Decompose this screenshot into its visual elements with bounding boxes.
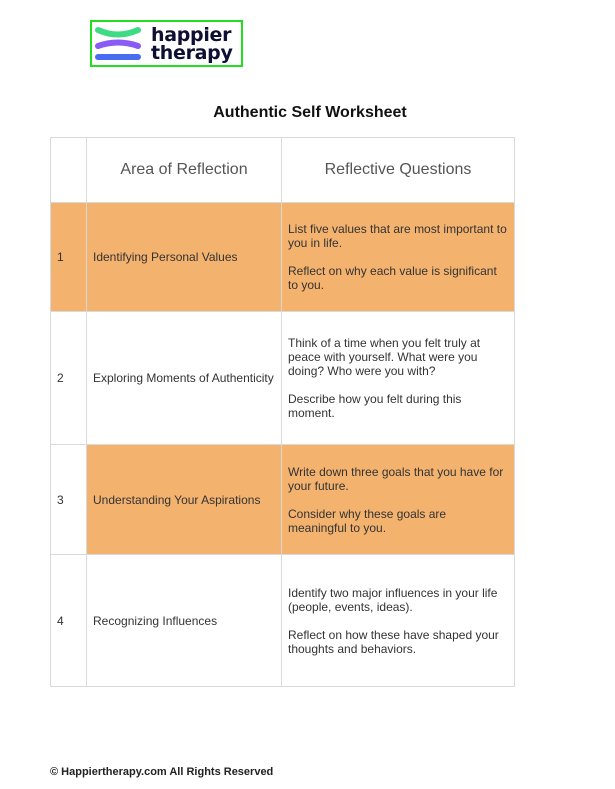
- row-area: Identifying Personal Values: [87, 203, 282, 312]
- header-reflective-questions: Reflective Questions: [282, 138, 515, 203]
- row-number: 3: [51, 445, 87, 555]
- question-text: Describe how you felt during this moment.: [288, 392, 462, 420]
- table-row: [51, 445, 515, 555]
- row-area: Exploring Moments of Authenticity: [87, 312, 282, 445]
- logo-line-1: happier: [151, 23, 232, 46]
- table-row: [51, 555, 515, 687]
- copyright-footer: © Happiertherapy.com All Rights Reserved: [50, 766, 274, 778]
- row-area: Recognizing Influences: [87, 555, 282, 687]
- page-title: Authentic Self Worksheet: [213, 104, 407, 121]
- row-area: Understanding Your Aspirations: [87, 445, 282, 555]
- question-text: Think of a time when you felt truly at peace with yourself. What were you doing? Who were you with?: [288, 336, 481, 378]
- row-number: 1: [51, 203, 87, 312]
- question-text: List five values that are most important to you in life.: [288, 222, 507, 250]
- row-questions: [282, 555, 515, 687]
- header-area-of-reflection: Area of Reflection: [87, 138, 282, 203]
- row-questions: [282, 312, 515, 445]
- question-text: Write down three goals that you have for your future.: [288, 464, 504, 493]
- row-number: 2: [51, 312, 87, 445]
- header-number: [51, 138, 87, 203]
- row-questions: [282, 203, 515, 312]
- logo-wordmark: [151, 23, 233, 64]
- worksheet-table: [50, 137, 515, 687]
- question-text: Reflect on how these have shaped your thoughts and behaviors.: [288, 627, 499, 656]
- table-row: [51, 203, 515, 312]
- question-text: Consider why these goals are meaningful to you.: [288, 506, 447, 535]
- table-header-row: [51, 138, 515, 203]
- question-text: Reflect on why each value is significant to you.: [288, 264, 497, 292]
- happier-therapy-logo: [90, 20, 243, 67]
- question-text: Identify two major influences in your life (people, events, ideas).: [288, 585, 498, 614]
- logo-line-2: therapy: [151, 41, 233, 64]
- row-questions: [282, 445, 515, 555]
- logo-stripes-icon: [93, 22, 145, 65]
- row-number: 4: [51, 555, 87, 687]
- table-row: [51, 312, 515, 445]
